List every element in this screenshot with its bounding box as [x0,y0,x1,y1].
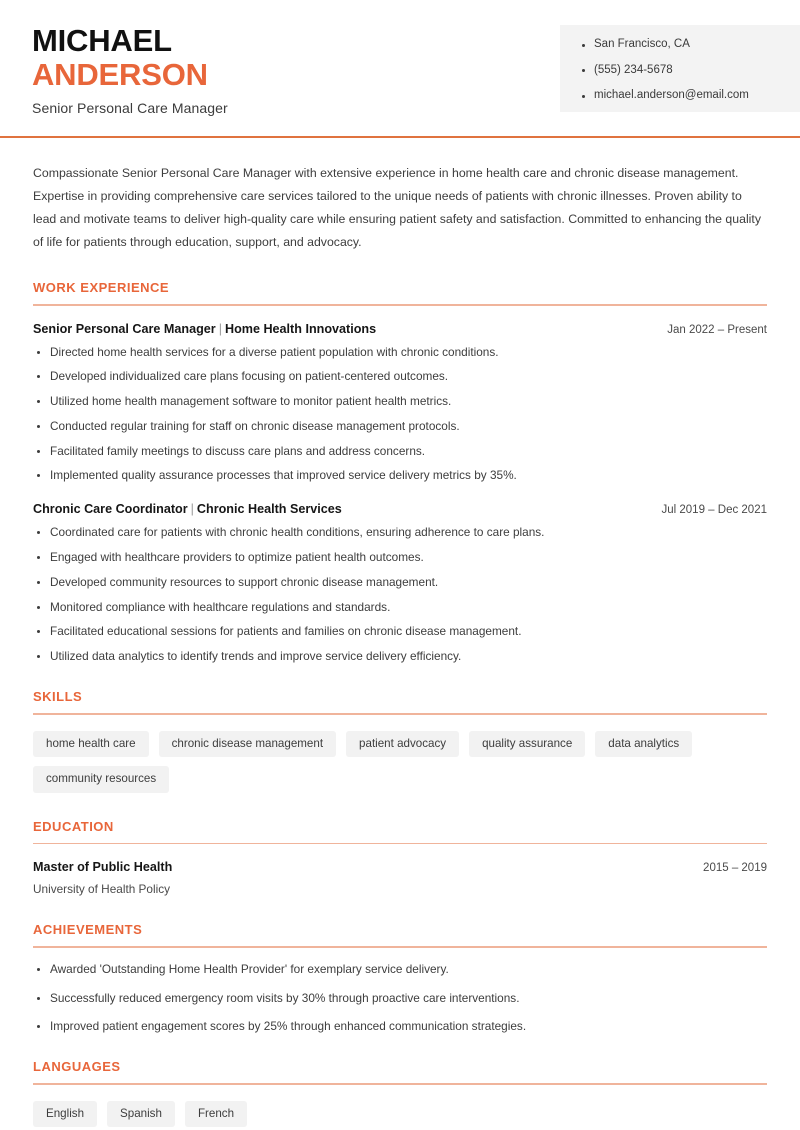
achievements-list [33,961,767,1034]
skill-chip: patient advocacy [346,731,459,758]
education-entry [33,860,767,896]
header-job-title: Senior Personal Care Manager [32,100,228,116]
section-achievements [33,922,767,1033]
work-bullet: Coordinated care for patients with chronic health conditions, ensuring adherence to care plans. [33,527,767,539]
work-bullet: Utilized data analytics to identify trends and improve service delivery efficiency. [33,651,767,663]
section-title-education: EDUCATION [33,818,114,834]
education-date: 2015 – 2019 [703,862,767,875]
skills-chip-list [33,731,767,793]
achievement-bullet: Successfully reduced emergency room visits by 30% through proactive care interventions. [33,993,767,1005]
work-role: Senior Personal Care Manager [33,321,216,336]
achievement-bullet: Awarded 'Outstanding Home Health Provider' for exemplary service delivery. [33,964,767,976]
header-divider [0,136,800,138]
work-bullets [33,344,767,483]
work-entry-title [33,322,376,336]
work-bullet: Utilized home health management software to monitor patient health metrics. [33,396,767,408]
skill-chip: chronic disease management [159,731,336,758]
work-bullet: Monitored compliance with healthcare regulations and standards. [33,602,767,614]
contact-list [582,39,800,102]
education-entry-header [33,860,767,874]
work-entry-date: Jul 2019 – Dec 2021 [661,504,767,517]
contact-phone: (555) 234-5678 [582,65,800,77]
resume-content [0,162,800,1127]
work-bullet: Engaged with healthcare providers to optimize patient health outcomes. [33,552,767,564]
work-bullet: Developed individualized care plans focusing on patient-centered outcomes. [33,371,767,383]
work-bullet: Facilitated family meetings to discuss care plans and address concerns. [33,446,767,458]
language-chip: Spanish [107,1101,175,1128]
section-education [33,819,767,897]
name-block [32,24,228,116]
section-title-achievements: ACHIEVEMENTS [33,922,143,938]
section-work-experience [33,280,767,663]
skill-chip: home health care [33,731,149,758]
title-separator: | [218,321,222,336]
section-skills [33,689,767,793]
resume-header [0,0,800,137]
section-rule-skills [33,713,767,715]
work-bullet: Developed community resources to support chronic disease management. [33,577,767,589]
work-bullet: Implemented quality assurance processes that improved service delivery metrics by 35%. [33,470,767,482]
section-rule-achievements [33,946,767,948]
skill-chip: community resources [33,766,169,793]
language-chip: English [33,1101,97,1128]
education-degree: Master of Public Health [33,860,173,875]
language-chip: French [185,1101,247,1128]
work-entry-header [33,502,767,516]
work-entry [33,322,767,483]
work-bullet: Conducted regular training for staff on chronic disease management protocols. [33,421,767,433]
section-rule-work [33,304,767,306]
skill-chip: quality assurance [469,731,585,758]
work-bullet: Directed home health services for a diverse patient population with chronic conditions. [33,347,767,359]
work-entry [33,502,767,663]
education-school: University of Health Policy [33,882,171,897]
contact-location: San Francisco, CA [582,39,800,51]
achievement-bullet: Improved patient engagement scores by 25% through enhanced communication strategies. [33,1021,767,1033]
section-title-languages: LANGUAGES [33,1059,121,1075]
work-entry-header [33,322,767,336]
section-rule-education [33,843,767,845]
title-separator: | [190,502,194,517]
section-languages [33,1059,767,1127]
work-entry-date: Jan 2022 – Present [667,323,767,336]
first-name: MICHAEL [32,23,172,58]
work-company: Home Health Innovations [224,321,377,336]
section-title-work: WORK EXPERIENCE [33,280,170,295]
last-name: ANDERSON [32,57,208,92]
work-entry-title [33,502,342,516]
work-company: Chronic Health Services [196,502,342,517]
skill-chip: data analytics [595,731,692,758]
work-bullets [33,527,767,663]
contact-info-box [560,25,800,112]
work-role: Chronic Care Coordinator [33,502,188,517]
languages-chip-list [33,1101,767,1128]
professional-summary: Compassionate Senior Personal Care Manager with extensive experience in home health care and chronic disease management. Expertise in providing comprehensive care services tailored to the unique needs of patients with chronic illnesses. Proven ability to lead and motivate teams to deliver high-quality care while ensuring patient safety and satisfaction. Committed to enhancing the quality of life for patients through education, support, and advocacy. [33,166,761,249]
section-rule-languages [33,1083,767,1085]
work-bullet: Facilitated educational sessions for patients and families on chronic disease management. [33,626,767,638]
contact-email: michael.anderson@email.com [582,90,800,102]
section-title-skills: SKILLS [33,689,83,705]
